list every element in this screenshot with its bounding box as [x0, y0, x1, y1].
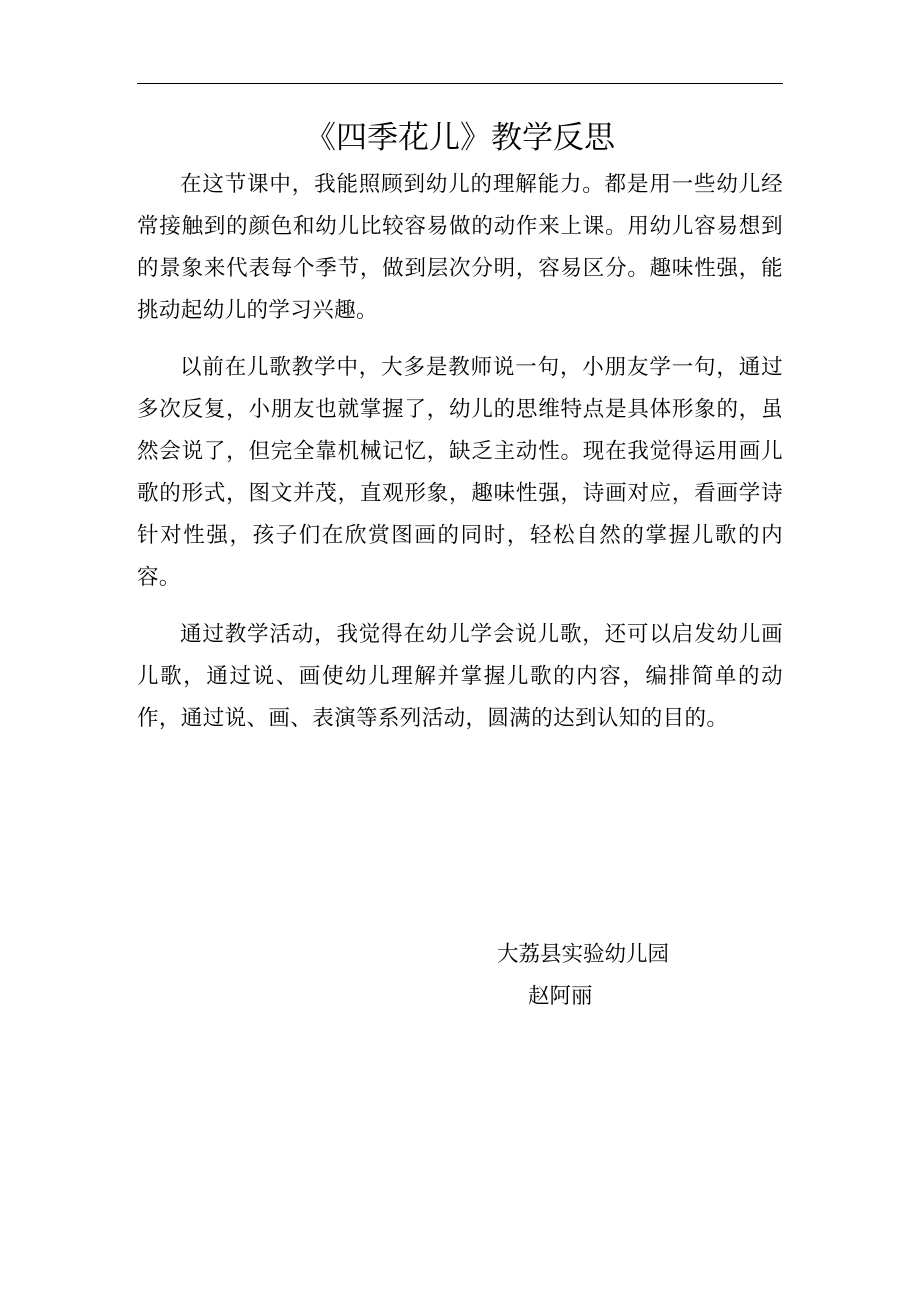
signature-author: 赵阿丽: [528, 984, 593, 1009]
paragraph-2: 以前在儿歌教学中，大多是教师说一句，小朋友学一句，通过多次反复，小朋友也就掌握了，幼儿的思维特点是具体形象的，虽然会说了，但完全靠机械记忆，缺乏主动性。现在我觉得运用画儿歌的形式，图文并茂，直观形象，趣味性强，诗画对应，看画学诗针对性强，孩子们在欣赏图画的同时，轻松自然的掌握儿歌的内容。: [137, 355, 783, 590]
signature-organization: 大荔县实验幼儿园: [497, 942, 670, 967]
paragraph-1: 在这节课中，我能照顾到幼儿的理解能力。都是用一些幼儿经常接触到的颜色和幼儿比较容易做的动作来上课。用幼儿容易想到的景象来代表每个季节，做到层次分明，容易区分。趣味性强，能挑动起幼儿的学习兴趣。: [137, 172, 783, 323]
document-title: 《四季花儿》教学反思: [305, 120, 615, 156]
document-body: [137, 164, 783, 755]
header-rule: [137, 83, 783, 84]
signature-block: [470, 934, 710, 1018]
paragraph-3: 通过教学活动，我觉得在幼儿学会说儿歌，还可以启发幼儿画儿歌，通过说、画使幼儿理解并掌握儿歌的内容，编排简单的动作，通过说、画、表演等系列活动，圆满的达到认知的目的。: [137, 622, 783, 731]
